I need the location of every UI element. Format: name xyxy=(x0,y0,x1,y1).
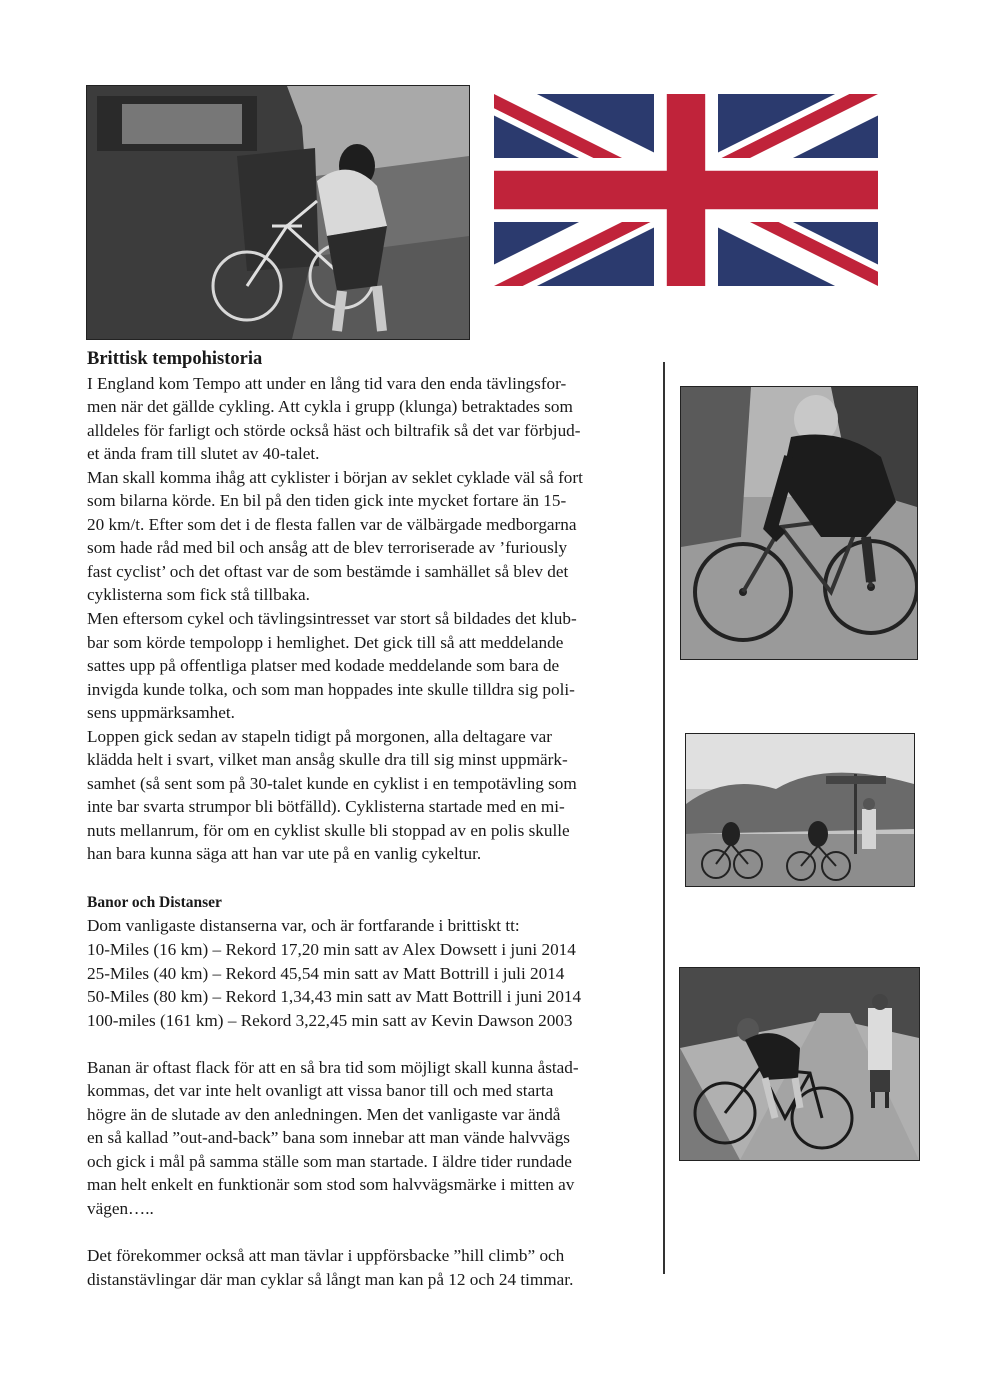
article-line: I England kom Tempo att under en lång tid vara den enda tävlingsfor- xyxy=(87,373,567,393)
union-jack-flag-icon xyxy=(494,94,878,286)
photo-cyclist-in-black xyxy=(680,386,918,660)
course-line: vägen….. xyxy=(87,1199,154,1218)
record-line: 25-Miles (40 km) – Rekord 45,54 min satt av Matt Bottrill i juli 2014 xyxy=(87,963,565,983)
article-line: Man skall komma ihåg att cyklister i början av seklet cyklade väl så fort xyxy=(87,467,583,487)
article-line: samhet (så sent som på 30-talet kunde en cyklist i en tempotävling som xyxy=(87,773,577,793)
article-title: Brittisk tempohistoria xyxy=(87,349,263,369)
article-line: han bara kunna säga att han var ute på en vanlig cykeltur. xyxy=(87,844,482,864)
article-line: Loppen gick sedan av stapeln tidigt på morgonen, alla deltagare var xyxy=(87,726,553,746)
article-line: sattes upp på offentliga platser med kodade meddelande som bara de xyxy=(87,656,560,676)
article-line: 20 km/t. Efter som det i de flesta fallen var de välbärgade medborgarna xyxy=(87,514,577,534)
photo-riders-at-signpost xyxy=(685,733,915,887)
course-line: man helt enkelt en funktionär som stod som halvvägsmärke i mitten av xyxy=(87,1175,575,1195)
article-line: men när det gällde cykling. Att cykla i grupp (klunga) betraktades som xyxy=(87,397,573,417)
article-line: Men eftersom cykel och tävlingsintresset var stort så bildades det klub- xyxy=(87,608,577,628)
article-line: invigda kunde tolka, och som man hoppades inte skulle tilldra sig poli- xyxy=(87,679,575,699)
article-body xyxy=(87,348,657,1291)
article-line: cyklisterna som fick stå tillbaka. xyxy=(87,585,310,605)
course-line: och gick i mål på samma ställe som man startade. I äldre tider rundade xyxy=(87,1151,572,1171)
article-line: klädda helt i svart, vilket man ansåg skulle dra till sig minst uppmärk- xyxy=(87,750,568,770)
course-line: Banan är oftast flack för att en så bra tid som möjligt skall kunna åstad- xyxy=(87,1057,579,1077)
course-line: kommas, det var inte helt ovanligt att vissa banor till och med starta xyxy=(87,1081,554,1101)
article-line: som hade råd med bil och ansåg att de blev terroriserade av ’furiously xyxy=(87,538,568,558)
course-line: högre än de slutade av den anledningen. Men det vanligaste var ändå xyxy=(87,1104,561,1124)
photo-cyclist-resting-by-van xyxy=(86,85,470,340)
article-line: sens uppmärksamhet. xyxy=(87,703,235,723)
article-line: alldeles för farligt och störde också häst och biltrafik så det var förbjud- xyxy=(87,420,581,440)
record-line: 10-Miles (16 km) – Rekord 17,20 min satt av Alex Dowsett i juni 2014 xyxy=(87,940,576,960)
article-line: et ända fram till slutet av 40-talet. xyxy=(87,444,320,464)
article-line: nuts mellanrum, för om en cyklist skulle bli stoppad av en polis skulle xyxy=(87,820,570,840)
record-line: 50-Miles (80 km) – Rekord 1,34,43 min satt av Matt Bottrill i juni 2014 xyxy=(87,987,582,1007)
record-line: 100-miles (161 km) – Rekord 3,22,45 min satt av Kevin Dawson 2003 xyxy=(87,1010,573,1030)
article-line: inte bar svarta strumpor bli bötfälld). Cyklisterna startade med en mi- xyxy=(87,797,565,817)
article-line: som bilarna körde. En bil på den tiden gick inte mycket fortare än 15- xyxy=(87,491,567,511)
section-heading: Banor och Distanser xyxy=(87,893,222,911)
article-line: fast cyclist’ och det oftast var de som bestämde i samhället så blev det xyxy=(87,561,569,581)
article-line: bar som körde tempolopp i hemlighet. Det gick till så att meddelande xyxy=(87,632,564,652)
column-divider xyxy=(663,362,665,1274)
course-line: en så kallad ”out-and-back” bana som innebar att man vände halvvägs xyxy=(87,1128,570,1148)
photo-rider-and-official xyxy=(679,967,920,1161)
distances-intro: Dom vanligaste distanserna var, och är fortfarande i brittiskt tt: xyxy=(87,916,520,936)
closing-line: distanstävlingar där man cyklar så långt man kan på 12 och 24 timmar. xyxy=(87,1269,574,1289)
closing-line: Det förekommer också att man tävlar i uppförsbacke ”hill climb” och xyxy=(87,1246,565,1266)
